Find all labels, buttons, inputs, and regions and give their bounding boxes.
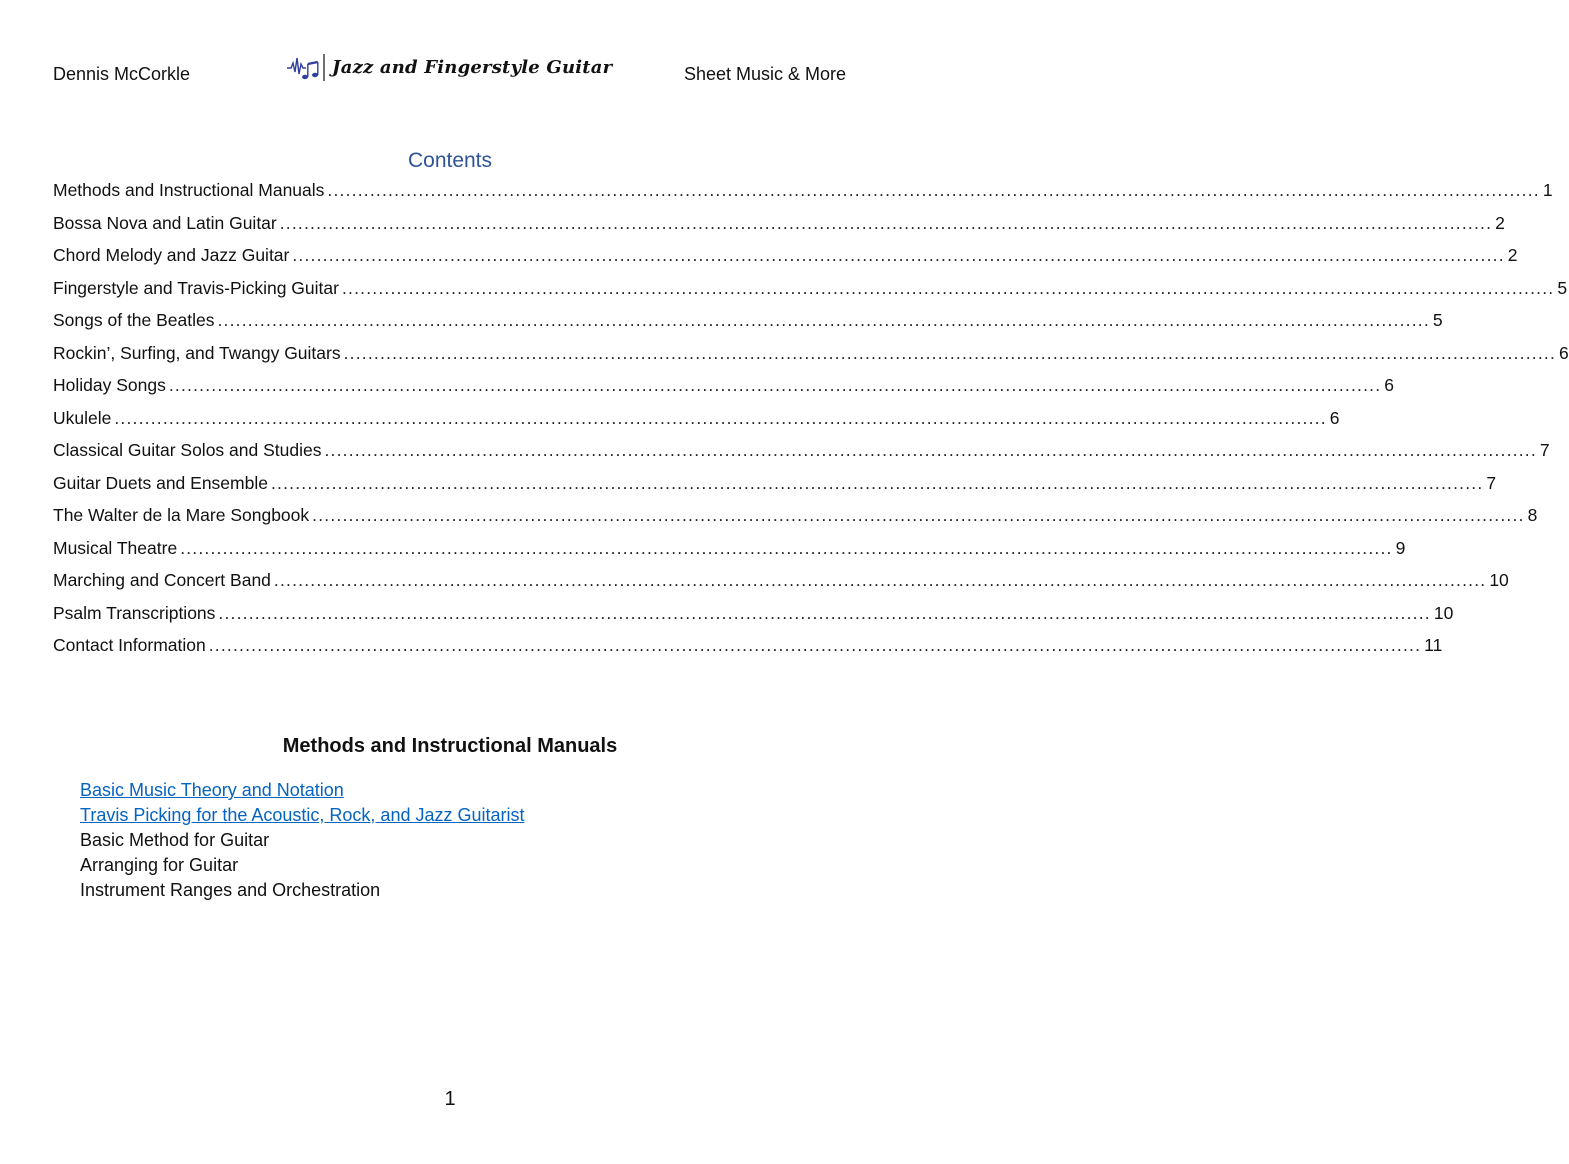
dot-leader: ........................................................................................................................................................................................................: [218, 602, 1431, 623]
toc-entry-page: 6: [1329, 407, 1340, 428]
toc-entry-label: Songs of the Beatles: [53, 310, 215, 330]
toc-entry[interactable]: [53, 472, 1497, 506]
toc-entry-label: Musical Theatre: [53, 537, 178, 558]
contents-title: Contents: [407, 149, 493, 172]
toc-entry-page: 7: [1486, 472, 1497, 493]
toc-entry-page: 2: [1507, 245, 1518, 265]
toc-entry[interactable]: [53, 602, 1454, 636]
manual-link[interactable]: Basic Music Theory and Notation: [80, 780, 344, 800]
toc-entry[interactable]: [53, 570, 1509, 603]
dot-leader: ........................................................................................................................................................................................................: [180, 537, 1393, 558]
dot-leader: ........................................................................................................................................................................................................: [279, 212, 1493, 233]
manual-item: Instrument Ranges and Orchestration: [80, 880, 381, 900]
dot-leader: ........................................................................................................................................................................................................: [273, 570, 1487, 590]
toc-entry-page: 7: [1539, 440, 1550, 460]
toc-entry[interactable]: [53, 407, 1340, 441]
toc-entry[interactable]: [53, 245, 1518, 278]
toc-entry-label: The Walter de la Mare Songbook: [53, 505, 310, 525]
toc-entry-page: 5: [1432, 310, 1443, 330]
manual-item: Basic Method for Guitar: [80, 830, 270, 850]
toc-entry[interactable]: [53, 180, 1553, 213]
toc-entry-page: 1: [1542, 180, 1553, 200]
music-note-waveform-icon: [286, 52, 326, 82]
toc-entry-page: 2: [1495, 212, 1505, 233]
toc-entry-label: Guitar Duets and Ensemble: [53, 472, 268, 493]
dot-leader: ........................................................................................................................................................................................................: [208, 635, 1422, 655]
dot-leader: ........................................................................................................................................................................................................: [168, 375, 1382, 395]
toc-entry-page: 8: [1527, 505, 1538, 525]
manual-link[interactable]: Travis Picking for the Acoustic, Rock, and Jazz Guitarist: [80, 805, 525, 825]
table-of-contents: [53, 180, 1569, 668]
dot-leader: ........................................................................................................................................................................................................: [343, 342, 1557, 363]
header-logo: [286, 52, 612, 82]
dot-leader: ........................................................................................................................................................................................................: [292, 245, 1505, 265]
dot-leader: ........................................................................................................................................................................................................: [341, 277, 1555, 298]
manual-item: Arranging for Guitar: [80, 855, 239, 875]
dot-leader: ........................................................................................................................................................................................................: [312, 505, 1525, 525]
toc-entry[interactable]: [53, 342, 1569, 376]
toc-entry-label: Marching and Concert Band: [53, 570, 271, 590]
toc-entry-page: 5: [1557, 277, 1568, 298]
toc-entry[interactable]: [53, 635, 1443, 668]
manual-list: [80, 778, 525, 903]
toc-entry[interactable]: [53, 537, 1406, 571]
toc-entry[interactable]: [53, 310, 1443, 343]
toc-entry-label: Holiday Songs: [53, 375, 166, 395]
header-tagline: Sheet Music & More: [683, 64, 846, 84]
toc-entry-page: 6: [1384, 375, 1395, 395]
toc-entry-label: Bossa Nova and Latin Guitar: [53, 212, 277, 233]
header-author: Dennis McCorkle: [53, 64, 191, 84]
dot-leader: ........................................................................................................................................................................................................: [327, 180, 1540, 200]
toc-entry-page: 11: [1424, 635, 1443, 655]
toc-entry-label: Psalm Transcriptions: [53, 602, 216, 623]
page-number: 1: [444, 1088, 456, 1110]
toc-entry[interactable]: [53, 212, 1505, 246]
toc-entry-page: 6: [1559, 342, 1569, 363]
toc-entry-label: Fingerstyle and Travis-Picking Guitar: [53, 277, 339, 298]
dot-leader: ........................................................................................................................................................................................................: [217, 310, 1430, 330]
toc-entry[interactable]: [53, 375, 1395, 408]
dot-leader: ........................................................................................................................................................................................................: [270, 472, 1484, 493]
toc-entry-label: Rockin’, Surfing, and Twangy Guitars: [53, 342, 341, 363]
toc-entry-label: Methods and Instructional Manuals: [53, 180, 325, 200]
toc-entry[interactable]: [53, 277, 1568, 311]
toc-entry-page: 9: [1395, 537, 1406, 558]
toc-entry-page: 10: [1433, 602, 1454, 623]
toc-entry-label: Classical Guitar Solos and Studies: [53, 440, 322, 460]
toc-entry-label: Chord Melody and Jazz Guitar: [53, 245, 290, 265]
section-heading: Methods and Instructional Manuals: [282, 735, 618, 757]
toc-entry-label: Ukulele: [53, 407, 112, 428]
toc-entry[interactable]: [53, 440, 1550, 473]
header-brand: Jazz and Fingerstyle Guitar: [332, 56, 613, 78]
toc-entry-label: Contact Information: [53, 635, 206, 655]
dot-leader: ........................................................................................................................................................................................................: [114, 407, 1327, 428]
toc-entry[interactable]: [53, 505, 1538, 538]
toc-entry-page: 10: [1489, 570, 1509, 590]
dot-leader: ........................................................................................................................................................................................................: [324, 440, 1537, 460]
